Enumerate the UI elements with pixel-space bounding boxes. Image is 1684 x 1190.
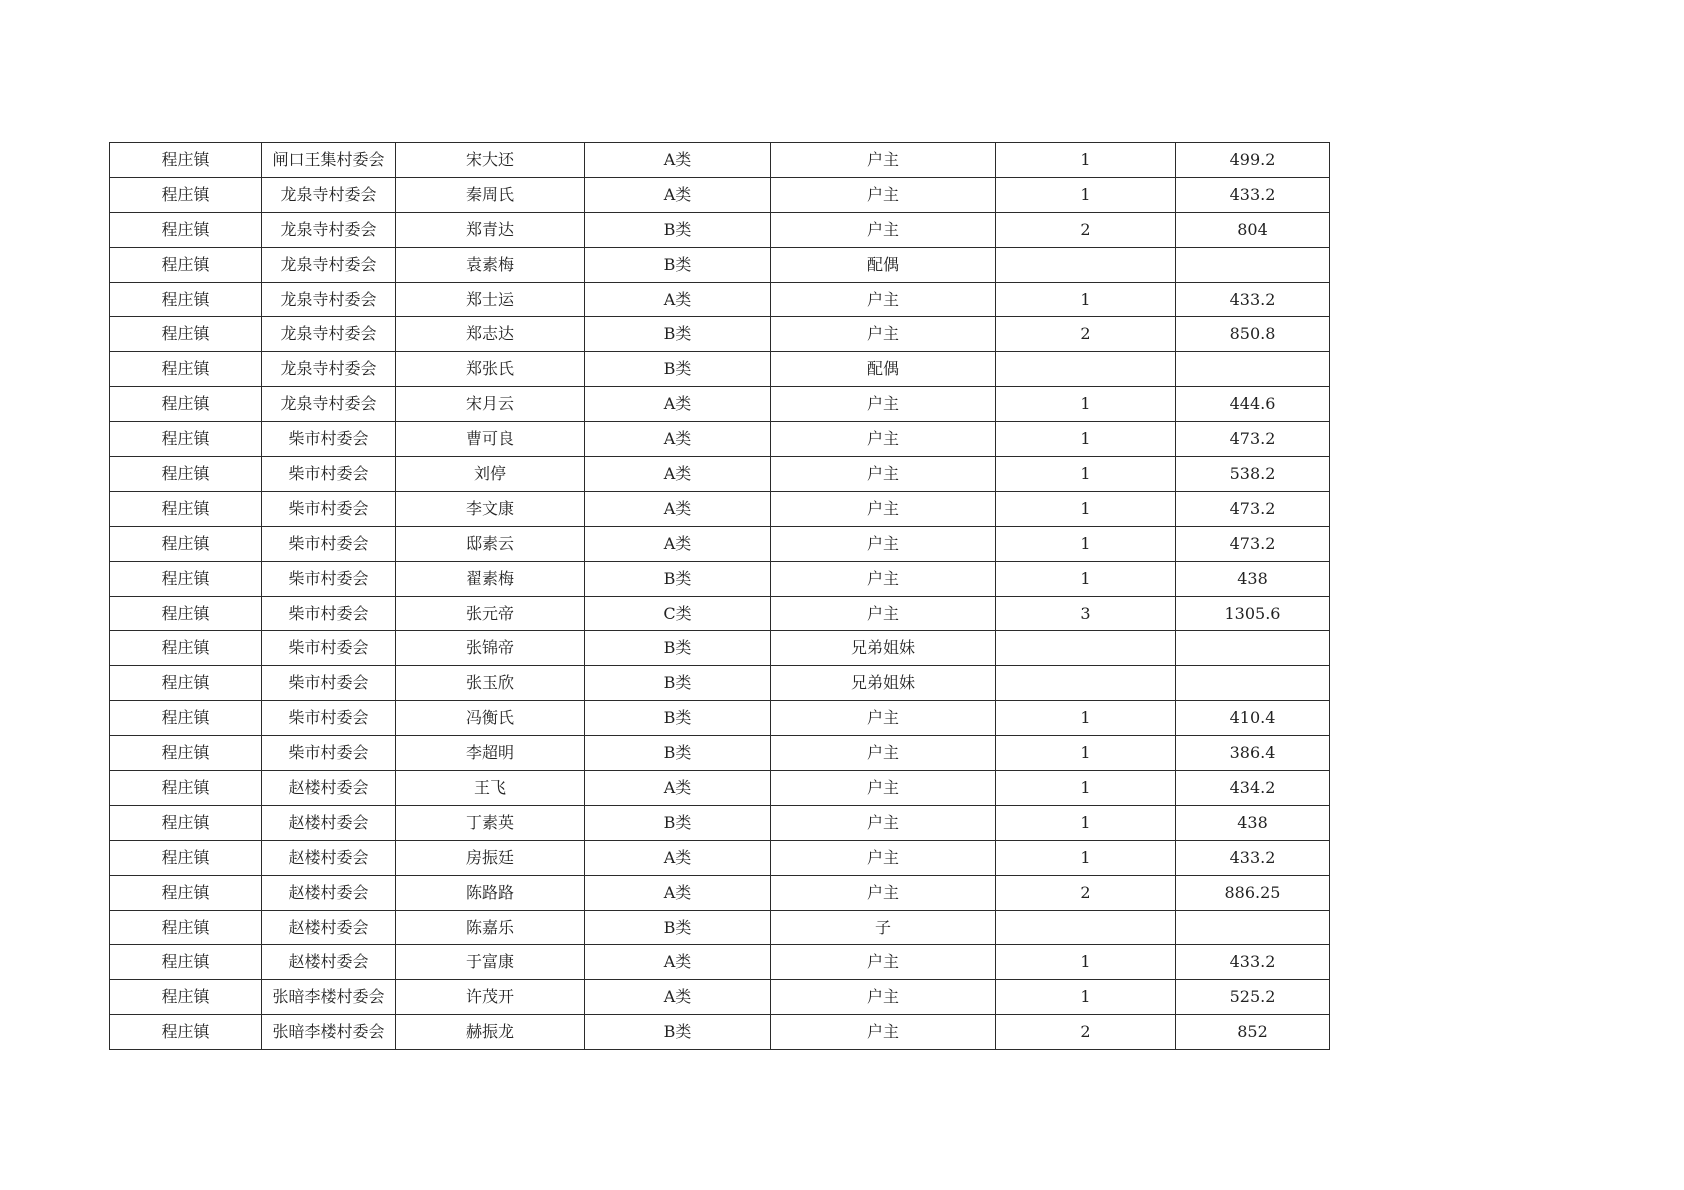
category-cell: A类 (585, 387, 771, 422)
town-cell: 程庄镇 (110, 387, 262, 422)
household-size-cell (996, 247, 1176, 282)
table-row (110, 945, 1330, 980)
household-size-cell: 1 (996, 980, 1176, 1015)
relation-cell: 户主 (771, 143, 996, 178)
village-cell: 赵楼村委会 (262, 910, 396, 945)
name-cell: 刘停 (396, 457, 585, 492)
data-table (109, 142, 1330, 1050)
table-row (110, 631, 1330, 666)
amount-cell: 386.4 (1176, 736, 1330, 771)
amount-cell (1176, 631, 1330, 666)
relation-cell: 户主 (771, 212, 996, 247)
category-cell: B类 (585, 561, 771, 596)
category-cell: C类 (585, 596, 771, 631)
village-cell: 龙泉寺村委会 (262, 352, 396, 387)
town-cell: 程庄镇 (110, 561, 262, 596)
household-size-cell: 1 (996, 177, 1176, 212)
household-size-cell: 1 (996, 282, 1176, 317)
household-size-cell: 1 (996, 945, 1176, 980)
name-cell: 李文康 (396, 491, 585, 526)
relation-cell: 兄弟姐妹 (771, 666, 996, 701)
household-size-cell: 2 (996, 212, 1176, 247)
household-size-cell: 1 (996, 840, 1176, 875)
amount-cell: 499.2 (1176, 143, 1330, 178)
amount-cell (1176, 910, 1330, 945)
town-cell: 程庄镇 (110, 910, 262, 945)
amount-cell: 434.2 (1176, 771, 1330, 806)
village-cell: 张暗李楼村委会 (262, 1015, 396, 1050)
category-cell: B类 (585, 736, 771, 771)
category-cell: A类 (585, 422, 771, 457)
table-row (110, 701, 1330, 736)
household-size-cell: 2 (996, 317, 1176, 352)
village-cell: 闸口王集村委会 (262, 143, 396, 178)
relation-cell: 户主 (771, 282, 996, 317)
table-row (110, 596, 1330, 631)
town-cell: 程庄镇 (110, 282, 262, 317)
village-cell: 赵楼村委会 (262, 875, 396, 910)
village-cell: 龙泉寺村委会 (262, 317, 396, 352)
village-cell: 龙泉寺村委会 (262, 247, 396, 282)
table-row (110, 771, 1330, 806)
category-cell: B类 (585, 805, 771, 840)
town-cell: 程庄镇 (110, 805, 262, 840)
relation-cell: 户主 (771, 526, 996, 561)
table-row (110, 387, 1330, 422)
town-cell: 程庄镇 (110, 247, 262, 282)
relation-cell: 配偶 (771, 247, 996, 282)
village-cell: 柴市村委会 (262, 561, 396, 596)
village-cell: 赵楼村委会 (262, 945, 396, 980)
name-cell: 郑志达 (396, 317, 585, 352)
village-cell: 赵楼村委会 (262, 805, 396, 840)
village-cell: 赵楼村委会 (262, 771, 396, 806)
village-cell: 柴市村委会 (262, 491, 396, 526)
town-cell: 程庄镇 (110, 143, 262, 178)
relation-cell: 子 (771, 910, 996, 945)
table-row (110, 143, 1330, 178)
name-cell: 翟素梅 (396, 561, 585, 596)
town-cell: 程庄镇 (110, 457, 262, 492)
name-cell: 冯衡氏 (396, 701, 585, 736)
amount-cell: 438 (1176, 805, 1330, 840)
amount-cell: 410.4 (1176, 701, 1330, 736)
relation-cell: 户主 (771, 422, 996, 457)
village-cell: 龙泉寺村委会 (262, 387, 396, 422)
village-cell: 龙泉寺村委会 (262, 282, 396, 317)
town-cell: 程庄镇 (110, 771, 262, 806)
category-cell: A类 (585, 771, 771, 806)
category-cell: A类 (585, 282, 771, 317)
table-row (110, 910, 1330, 945)
household-size-cell (996, 666, 1176, 701)
name-cell: 陈路路 (396, 875, 585, 910)
name-cell: 袁素梅 (396, 247, 585, 282)
village-cell: 柴市村委会 (262, 422, 396, 457)
category-cell: A类 (585, 457, 771, 492)
relation-cell: 户主 (771, 945, 996, 980)
relation-cell: 配偶 (771, 352, 996, 387)
village-cell: 柴市村委会 (262, 596, 396, 631)
amount-cell: 438 (1176, 561, 1330, 596)
relation-cell: 户主 (771, 177, 996, 212)
amount-cell: 433.2 (1176, 177, 1330, 212)
category-cell: B类 (585, 317, 771, 352)
category-cell: B类 (585, 631, 771, 666)
relation-cell: 户主 (771, 561, 996, 596)
household-size-cell: 1 (996, 422, 1176, 457)
town-cell: 程庄镇 (110, 631, 262, 666)
category-cell: B类 (585, 247, 771, 282)
category-cell: A类 (585, 491, 771, 526)
village-cell: 赵楼村委会 (262, 840, 396, 875)
category-cell: A类 (585, 177, 771, 212)
village-cell: 柴市村委会 (262, 736, 396, 771)
amount-cell: 538.2 (1176, 457, 1330, 492)
name-cell: 李超明 (396, 736, 585, 771)
household-size-cell: 1 (996, 701, 1176, 736)
table-row (110, 561, 1330, 596)
household-size-cell (996, 352, 1176, 387)
category-cell: B类 (585, 910, 771, 945)
name-cell: 郑士运 (396, 282, 585, 317)
amount-cell: 886.25 (1176, 875, 1330, 910)
name-cell: 宋月云 (396, 387, 585, 422)
relation-cell: 户主 (771, 840, 996, 875)
table-row (110, 422, 1330, 457)
category-cell: A类 (585, 875, 771, 910)
village-cell: 柴市村委会 (262, 631, 396, 666)
table-row (110, 526, 1330, 561)
town-cell: 程庄镇 (110, 177, 262, 212)
name-cell: 于富康 (396, 945, 585, 980)
category-cell: B类 (585, 1015, 771, 1050)
household-size-cell: 1 (996, 491, 1176, 526)
town-cell: 程庄镇 (110, 875, 262, 910)
name-cell: 郑青达 (396, 212, 585, 247)
town-cell: 程庄镇 (110, 212, 262, 247)
town-cell: 程庄镇 (110, 491, 262, 526)
category-cell: B类 (585, 701, 771, 736)
table-row (110, 805, 1330, 840)
category-cell: B类 (585, 666, 771, 701)
household-size-cell: 1 (996, 526, 1176, 561)
relation-cell: 户主 (771, 980, 996, 1015)
household-size-cell: 1 (996, 143, 1176, 178)
name-cell: 张元帝 (396, 596, 585, 631)
town-cell: 程庄镇 (110, 352, 262, 387)
village-cell: 张暗李楼村委会 (262, 980, 396, 1015)
table-row (110, 491, 1330, 526)
amount-cell (1176, 666, 1330, 701)
relation-cell: 户主 (771, 1015, 996, 1050)
amount-cell: 473.2 (1176, 491, 1330, 526)
name-cell: 郑张氏 (396, 352, 585, 387)
table-row (110, 1015, 1330, 1050)
village-cell: 龙泉寺村委会 (262, 212, 396, 247)
amount-cell: 1305.6 (1176, 596, 1330, 631)
table-row (110, 666, 1330, 701)
amount-cell: 850.8 (1176, 317, 1330, 352)
name-cell: 张锦帝 (396, 631, 585, 666)
town-cell: 程庄镇 (110, 1015, 262, 1050)
amount-cell: 804 (1176, 212, 1330, 247)
town-cell: 程庄镇 (110, 840, 262, 875)
name-cell: 房振廷 (396, 840, 585, 875)
relation-cell: 户主 (771, 701, 996, 736)
table-row (110, 352, 1330, 387)
name-cell: 王飞 (396, 771, 585, 806)
relation-cell: 户主 (771, 491, 996, 526)
category-cell: B类 (585, 352, 771, 387)
household-size-cell: 1 (996, 771, 1176, 806)
name-cell: 曹可良 (396, 422, 585, 457)
relation-cell: 户主 (771, 317, 996, 352)
name-cell: 秦周氏 (396, 177, 585, 212)
name-cell: 陈嘉乐 (396, 910, 585, 945)
village-cell: 柴市村委会 (262, 666, 396, 701)
household-size-cell: 1 (996, 561, 1176, 596)
category-cell: A类 (585, 526, 771, 561)
household-size-cell: 1 (996, 736, 1176, 771)
name-cell: 丁素英 (396, 805, 585, 840)
amount-cell (1176, 247, 1330, 282)
table-row (110, 247, 1330, 282)
relation-cell: 户主 (771, 596, 996, 631)
town-cell: 程庄镇 (110, 596, 262, 631)
category-cell: A类 (585, 143, 771, 178)
table-body (110, 143, 1330, 1050)
name-cell: 宋大还 (396, 143, 585, 178)
amount-cell: 433.2 (1176, 840, 1330, 875)
town-cell: 程庄镇 (110, 701, 262, 736)
amount-cell: 525.2 (1176, 980, 1330, 1015)
amount-cell (1176, 352, 1330, 387)
name-cell: 张玉欣 (396, 666, 585, 701)
amount-cell: 473.2 (1176, 422, 1330, 457)
relation-cell: 户主 (771, 875, 996, 910)
household-size-cell: 1 (996, 387, 1176, 422)
village-cell: 龙泉寺村委会 (262, 177, 396, 212)
table-row (110, 980, 1330, 1015)
table-row (110, 177, 1330, 212)
household-size-cell: 1 (996, 457, 1176, 492)
town-cell: 程庄镇 (110, 666, 262, 701)
amount-cell: 852 (1176, 1015, 1330, 1050)
name-cell: 许茂开 (396, 980, 585, 1015)
name-cell: 赫振龙 (396, 1015, 585, 1050)
relation-cell: 户主 (771, 805, 996, 840)
household-size-cell: 1 (996, 805, 1176, 840)
relation-cell: 户主 (771, 771, 996, 806)
village-cell: 柴市村委会 (262, 526, 396, 561)
town-cell: 程庄镇 (110, 945, 262, 980)
relation-cell: 兄弟姐妹 (771, 631, 996, 666)
village-cell: 柴市村委会 (262, 457, 396, 492)
household-size-cell: 3 (996, 596, 1176, 631)
table-row (110, 282, 1330, 317)
town-cell: 程庄镇 (110, 526, 262, 561)
table-row (110, 840, 1330, 875)
table-row (110, 317, 1330, 352)
category-cell: B类 (585, 212, 771, 247)
village-cell: 柴市村委会 (262, 701, 396, 736)
town-cell: 程庄镇 (110, 317, 262, 352)
household-size-cell (996, 631, 1176, 666)
town-cell: 程庄镇 (110, 736, 262, 771)
category-cell: A类 (585, 945, 771, 980)
town-cell: 程庄镇 (110, 422, 262, 457)
category-cell: A类 (585, 980, 771, 1015)
household-size-cell: 2 (996, 875, 1176, 910)
category-cell: A类 (585, 840, 771, 875)
amount-cell: 444.6 (1176, 387, 1330, 422)
table-row (110, 875, 1330, 910)
household-size-cell (996, 910, 1176, 945)
town-cell: 程庄镇 (110, 980, 262, 1015)
household-size-cell: 2 (996, 1015, 1176, 1050)
amount-cell: 473.2 (1176, 526, 1330, 561)
amount-cell: 433.2 (1176, 945, 1330, 980)
table-row (110, 457, 1330, 492)
amount-cell: 433.2 (1176, 282, 1330, 317)
relation-cell: 户主 (771, 457, 996, 492)
relation-cell: 户主 (771, 736, 996, 771)
name-cell: 邸素云 (396, 526, 585, 561)
relation-cell: 户主 (771, 387, 996, 422)
table-row (110, 212, 1330, 247)
table-row (110, 736, 1330, 771)
